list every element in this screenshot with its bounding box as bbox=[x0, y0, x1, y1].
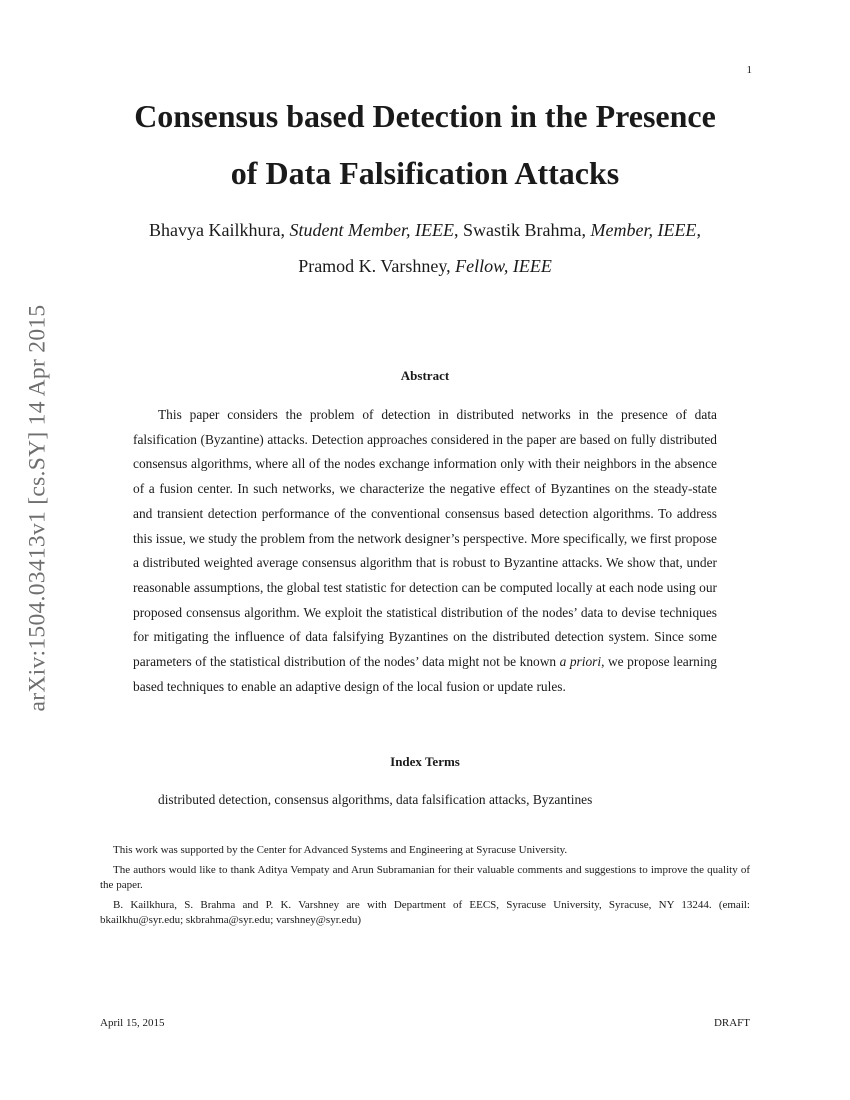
author-line-1-end: , bbox=[696, 220, 701, 240]
author-list bbox=[60, 212, 790, 284]
footnote-acknowledgment: The authors would like to thank Aditya Vempaty and Arun Subramanian for their valuable comments and suggestions to improve the quality of the paper. bbox=[100, 864, 750, 891]
abstract-text-part-1: This paper considers the problem of detection in distributed networks in the presence of data falsification (Byzantine) attacks. Detection approaches considered in the paper are based on fully distributed consensus algorithms, where all of the nodes exchange information only with their neighbors in the absence of a fusion center. In such networks, we characterize the negative effect of Byzantines on the steady-state and transient detection performance of the conventional consensus based detection algorithms. To address this issue, we study the problem from the network designer’s perspective. More specifically, we first propose a distributed weighted average consensus algorithm that is robust to Byzantine attacks. We show that, under reasonable assumptions, the global test statistic for detection can be computed locally at each node using our proposed consensus algorithm. We exploit the statistical distribution of the nodes’ data to devise techniques for mitigating the influence of data falsifying Byzantines on the distributed detection system. Since some parameters of the statistical distribution of the nodes’ data might not be known bbox=[133, 407, 717, 670]
footer-date: April 15, 2015 bbox=[100, 1017, 165, 1029]
footnote-affiliation: B. Kailkhura, S. Brahma and P. K. Varshney are with Department of EECS, Syracuse University, Syracuse, NY 13244. (email: bkailkhu@syr.edu; skbrahma@syr.edu; varshney@syr.edu) bbox=[100, 899, 750, 926]
abstract-body bbox=[133, 403, 717, 699]
author-2-role: Member, IEEE bbox=[590, 220, 697, 240]
abstract-text-part-2: , we propose learning based techniques to enable an adaptive design of the local fusion or update rules. bbox=[133, 654, 717, 694]
author-line-2 bbox=[60, 248, 790, 284]
author-1-role: Student Member, IEEE bbox=[289, 220, 454, 240]
arxiv-identifier-text: arXiv:1504.03413v1 [cs.SY] 14 Apr 2015 bbox=[24, 304, 51, 712]
abstract-heading: Abstract bbox=[400, 368, 450, 383]
author-2-name: , Swastik Brahma, bbox=[453, 220, 586, 240]
paper-title-line-2: of Data Falsification Attacks bbox=[230, 155, 620, 191]
paper-title-line-1: Consensus based Detection in the Presence bbox=[134, 98, 716, 134]
abstract-italic-phrase: a priori bbox=[559, 654, 602, 670]
author-1-name: Bhavya Kailkhura, bbox=[149, 220, 286, 240]
author-line-1 bbox=[60, 212, 790, 248]
index-terms-heading: Index Terms bbox=[390, 754, 460, 769]
index-terms-text: distributed detection, consensus algorithms, data falsification attacks, Byzantines bbox=[158, 792, 593, 807]
page-number: 1 bbox=[746, 64, 752, 76]
footnotes bbox=[100, 843, 750, 933]
author-3-role: Fellow, IEEE bbox=[455, 256, 552, 276]
paper-title bbox=[60, 88, 790, 202]
author-3-name: Pramod K. Varshney, bbox=[298, 256, 451, 276]
footer-draft-label: DRAFT bbox=[713, 1017, 750, 1029]
footnote-funding: This work was supported by the Center for Advanced Systems and Engineering at Syracuse University. bbox=[113, 844, 568, 856]
